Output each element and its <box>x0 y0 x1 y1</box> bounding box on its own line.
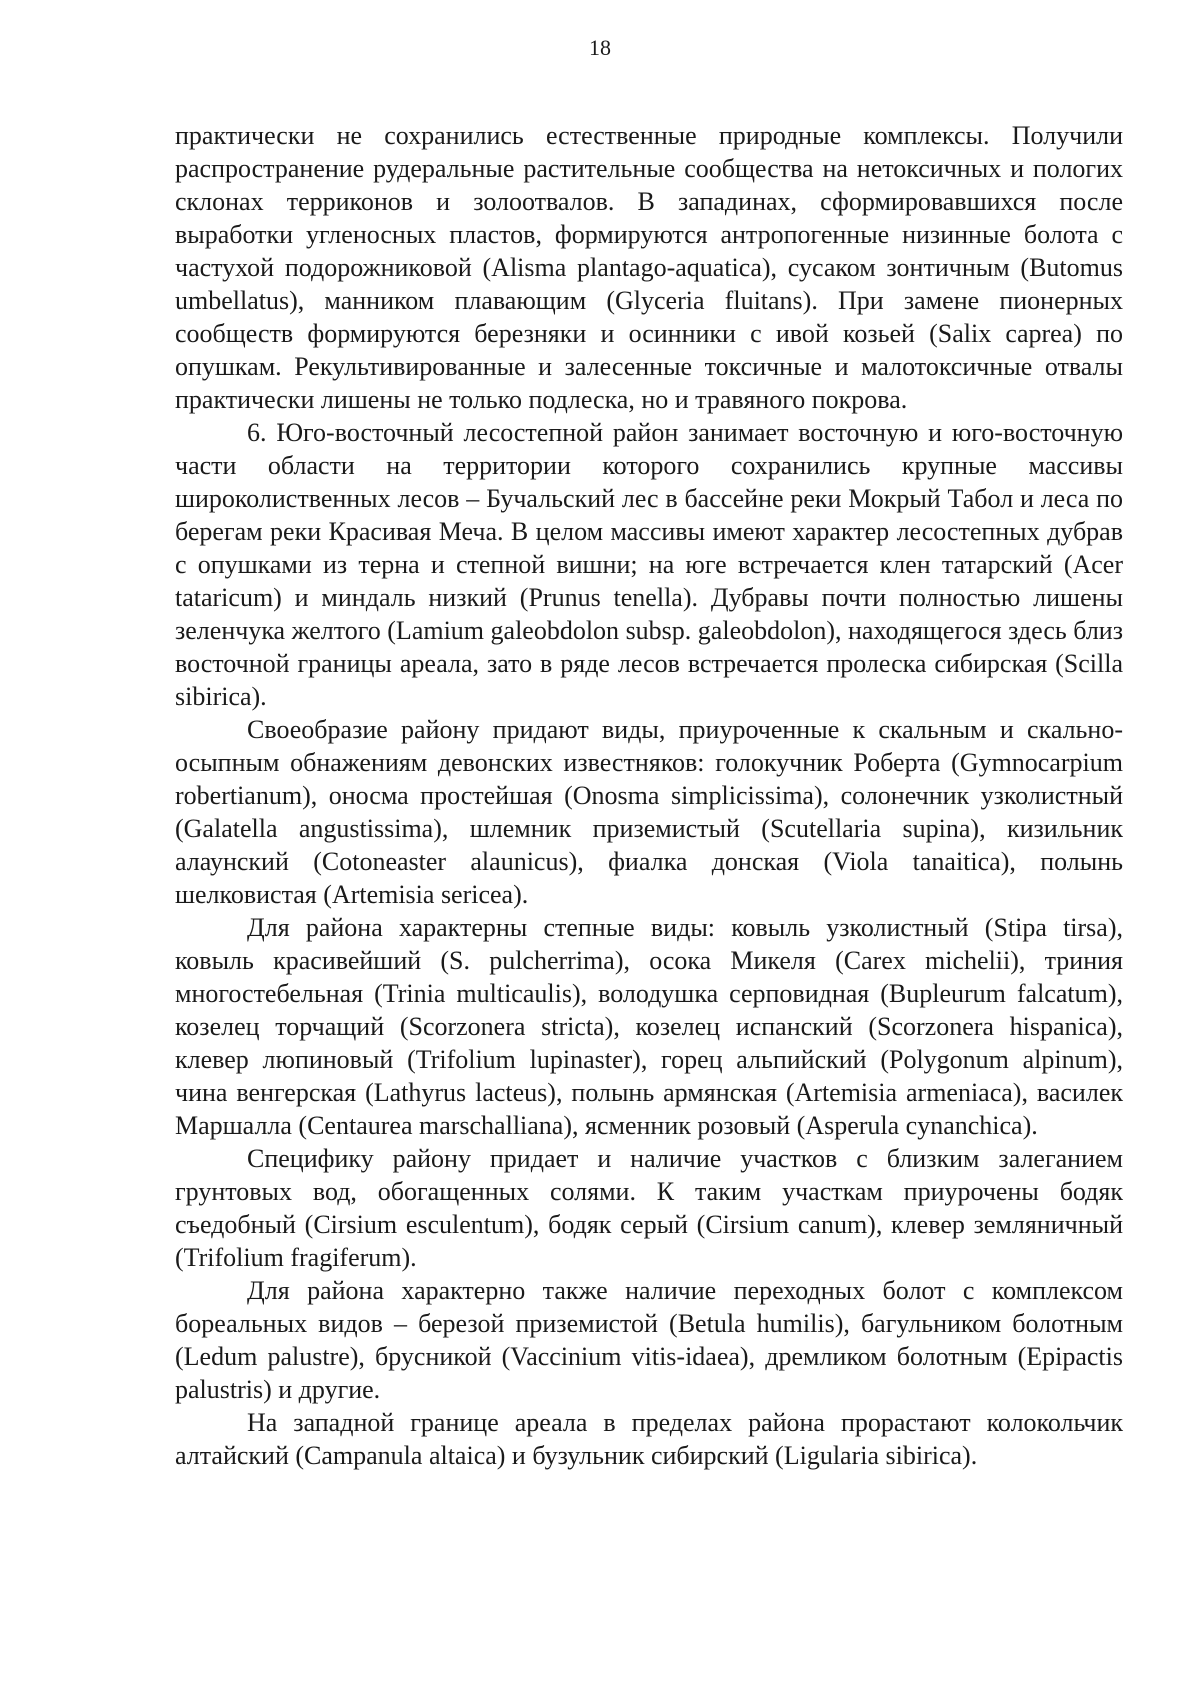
paragraph-rock-species: Своеобразие району придают виды, приуроченные к скальным и скально-осыпным обнажениям девонских известняков: голокучник Роберта (Gymnocarpium robertianum), оносма простейшая (Onosma simplicissima), солонечник узколистный (Galatella angustissima), шлемник приземистый (Scutellaria supina), кизильник алаунский (Cotoneaster alaunicus), фиалка донская (Viola tanaitica), полынь шелковистая (Artemisia sericea). <box>175 715 1123 909</box>
document-body <box>175 119 1123 1472</box>
page-number: 18 <box>589 35 611 60</box>
paragraph-steppe-species: Для района характерны степные виды: ковыль узколистный (Stipa tirsa), ковыль красивейший (S. pulcherrima), осока Микеля (Carex michelii), триния многостебельная (Trinia multicaulis), володушка серповидная (Bupleurum falcatum), козелец торчащий (Scorzonera stricta), козелец испанский (Scorzonera hispanica), клевер люпиновый (Trifolium lupinaster), горец альпийский (Polygonum alpinum), чина венгерская (Lathyrus lacteus), полынь армянская (Artemisia armeniaca), василек Маршалла (Centaurea marschalliana), ясменник розовый (Asperula cynanchica). <box>175 913 1123 1140</box>
paragraph-boreal-species: Для района характерно также наличие переходных болот с комплексом бореальных видов – березой приземистой (Betula humilis), багульником болотным (Ledum palustre), брусникой (Vaccinium vitis-idaea), дремликом болотным (Epipactis palustris) и другие. <box>175 1276 1123 1404</box>
paragraph-southeast-district: 6. Юго-восточный лесостепной район занимает восточную и юго-восточную части области на территории которого сохранились крупные массивы широколиственных лесов – Бучальский лес в бассейне реки Мокрый Табол и леса по берегам реки Красивая Меча. В целом массивы имеют характер лесостепных дубрав с опушками из терна и степной вишни; на юге встречается клен татарский (Acer tataricum) и миндаль низкий (Prunus tenella). Дубравы почти полностью лишены зеленчука желтого (Lamium galeobdolon subsp. galeobdolon), находящегося здесь близ восточной границы ареала, зато в ряде лесов встречается пролеска сибирская (Scilla sibirica). <box>175 418 1123 711</box>
paragraph-groundwater-species: Специфику району придает и наличие участков с близким залеганием грунтовых вод, обогащенных солями. К таким участкам приурочены бодяк съедобный (Cirsium esculentum), бодяк серый (Cirsium canum), клевер земляничный (Trifolium fragiferum). <box>175 1144 1123 1272</box>
paragraph-western-border: На западной границе ареала в пределах района прорастают колокольчик алтайский (Campanula altaica) и бузульник сибирский (Ligularia sibirica). <box>175 1408 1123 1470</box>
paragraph-continuation: практически не сохранились естественные природные комплексы. Получили распространение рудеральные растительные сообщества на нетоксичных и пологих склонах терриконов и золоотвалов. В западинах, сформировавшихся после выработки угленосных пластов, формируются антропогенные низинные болота с частухой подорожниковой (Alisma plantago-aquatica), сусаком зонтичным (Butomus umbellatus), манником плавающим (Glyceria fluitans). При замене пионерных сообществ формируются березняки и осинники с ивой козьей (Salix caprea) по опушкам. Рекультивированные и залесенные токсичные и малотоксичные отвалы практически лишены не только подлеска, но и травяного покрова. <box>175 121 1123 414</box>
